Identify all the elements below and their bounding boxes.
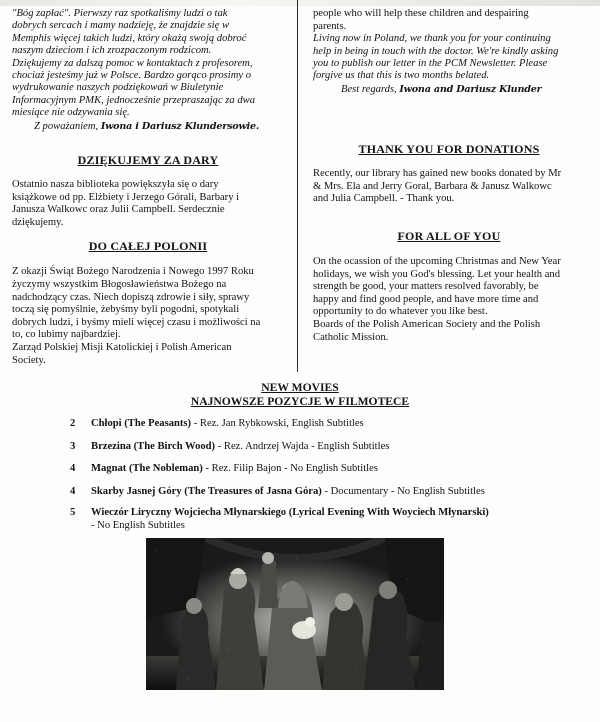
section-line: & Mrs. Ela and Jerry Goral, Barbara & Janusz Walkowc — [313, 180, 552, 192]
letter-line: miesiące nie odzywania się. — [12, 107, 130, 119]
letter-line: Informacyjnym PMK, jednocześnie przepraszając za dwa — [12, 94, 256, 106]
closing-text: Z poważaniem, — [34, 120, 99, 132]
letter-line: Dziękujemy za dalszą pomoc w kontaktach z profesorem, — [12, 57, 253, 69]
movie-item — [70, 507, 489, 532]
letter-line: naszym dzieciom i ich zrozpaczonym rodzicom. — [12, 45, 212, 57]
letter-line: people who will help these children and despairing — [313, 8, 529, 19]
movie-item — [70, 441, 389, 454]
section-line: nadchodzący czas. Niech dopiszą zdrowie i siły, sprawy — [12, 291, 250, 303]
section-line: dziękujemy. — [12, 216, 64, 228]
letter-line: Living now in Poland, we thank you for your continuing — [313, 33, 551, 45]
letter-line: parents. — [313, 20, 347, 32]
movie-detail: - Rez. Jan Rybkowski, English Subtitles — [191, 418, 364, 429]
section-line: On the ocassion of the upcoming Christmas and New Year — [313, 256, 561, 267]
movie-detail: - Rez. Andrzej Wajda - English Subtitles — [215, 441, 390, 452]
movies-title-en: NEW MOVIES — [261, 381, 339, 394]
movies-title-pl: NAJNOWSZE POZYCJE W FILMOTECE — [190, 395, 410, 408]
letter-polish — [12, 8, 284, 133]
movie-detail: - No English Subtitles — [91, 519, 185, 531]
section-heading: THANK YOU FOR DONATIONS — [358, 142, 540, 157]
letter-signature — [313, 84, 585, 96]
section-line: to, co lubimy najbardziej. — [12, 329, 121, 341]
section-line: opportunity to do whatever you like best. — [313, 306, 488, 318]
section-line: Z okazji Świąt Bożego Narodzenia i Nowego 1997 Roku — [12, 266, 254, 278]
letter-signature — [12, 121, 284, 133]
section-line: Society. — [12, 354, 46, 366]
movie-number: 4 — [70, 486, 76, 497]
column-divider — [297, 0, 298, 372]
letter-line: help in being in touch with the doctor. We're kindly asking — [313, 45, 559, 57]
section-line: książkowe od pp. Elżbiety i Jerzego Górali, Barbary i — [12, 191, 240, 203]
movie-number: 2 — [70, 418, 76, 429]
movie-number: 5 — [70, 507, 76, 518]
section-line: Recently, our library has gained new books donated by Mr — [313, 168, 562, 180]
new-movies-section — [0, 381, 600, 409]
section-line: happy and find good people, and have more time and — [313, 293, 539, 305]
section-heading: DO CAŁEJ POLONII — [88, 239, 208, 254]
letter-line: chociaż jesteśmy już w Polsce. Bardzo gorąco prosimy o — [12, 70, 252, 82]
movie-title: Skarby Jasnej Góry (The Treasures of Jasna Góra) — [91, 486, 322, 497]
letter-english — [313, 8, 585, 96]
section-line: strength be good, your matters resolved favorably, be — [313, 281, 539, 293]
movie-title: Wieczór Liryczny Wojciecha Młynarskiego (Lyrical Evening With Woyciech Młynarski) — [91, 507, 489, 518]
section-line: dobrych ludzi, i byśmy mieli więcej czasu i możliwości na — [12, 316, 261, 328]
section-line: życzymy wszystkim Błogosławieństwa Bożego na — [12, 279, 227, 291]
section-line: holidays, we wish you God's blessing. Let your health and — [313, 268, 561, 280]
nativity-scene-photo — [146, 538, 444, 690]
closing-text: Best regards, — [341, 83, 397, 95]
letter-line: wydrukowanie naszych podziękowań w Biuletynie — [12, 82, 224, 94]
section-line: Catholic Mission. — [313, 331, 389, 343]
signature-text: Iwona and Dariusz Klunder — [399, 83, 542, 95]
section-line: Zarząd Polskiej Misji Katolickiej i Polish American — [12, 342, 232, 353]
section-line: Boards of the Polish American Society and the Polish — [313, 318, 541, 330]
signature-text: Iwona i Dariusz Klundersowie. — [100, 120, 260, 132]
movie-detail: - Rez. Filip Bajon - No English Subtitles — [202, 463, 378, 474]
right-column — [313, 8, 585, 344]
letter-line: you to publish our letter in the PCM Newsletter. Please — [313, 58, 548, 69]
movie-title: Brzezina (The Birch Wood) — [91, 441, 216, 452]
letter-line: Memphis więcej takich ludzi, który okażą swoją dobroć — [12, 32, 247, 44]
movie-number: 4 — [70, 463, 76, 474]
movie-title: Chłopi (The Peasants) — [91, 418, 192, 429]
letter-line: "Bóg zapłać". Pierwszy raz spotkaliśmy ludzi o tak — [12, 8, 228, 19]
letter-line: forgive us that this is two months belated. — [313, 70, 490, 82]
page-top-edge — [0, 0, 600, 6]
section-heading: DZIĘKUJEMY ZA DARY — [77, 153, 219, 168]
section-line: toczą się pomyślnie, żebyśmy byli pogodni, spotykali — [12, 304, 240, 316]
left-column — [12, 8, 284, 367]
section-heading: FOR ALL OF YOU — [397, 229, 501, 243]
movie-item — [70, 463, 378, 476]
nativity-scene-illustration — [146, 538, 444, 690]
movie-number: 3 — [70, 441, 76, 452]
section-line: Janusza Walkowc oraz Julii Campbell. Serdecznie — [12, 204, 225, 216]
movie-item — [70, 486, 485, 499]
movie-item — [70, 418, 364, 431]
movie-title: Magnat (The Nobleman) — [91, 463, 203, 474]
letter-line: dobrych sercach i mamy nadzieję, że znajdzie się w — [12, 20, 230, 32]
section-line: and Julia Campbell. - Thank you. — [313, 193, 455, 205]
section-line: Ostatnio nasza biblioteka powiększyła się o dary — [12, 179, 219, 191]
movie-detail: - Documentary - No English Subtitles — [321, 486, 485, 497]
